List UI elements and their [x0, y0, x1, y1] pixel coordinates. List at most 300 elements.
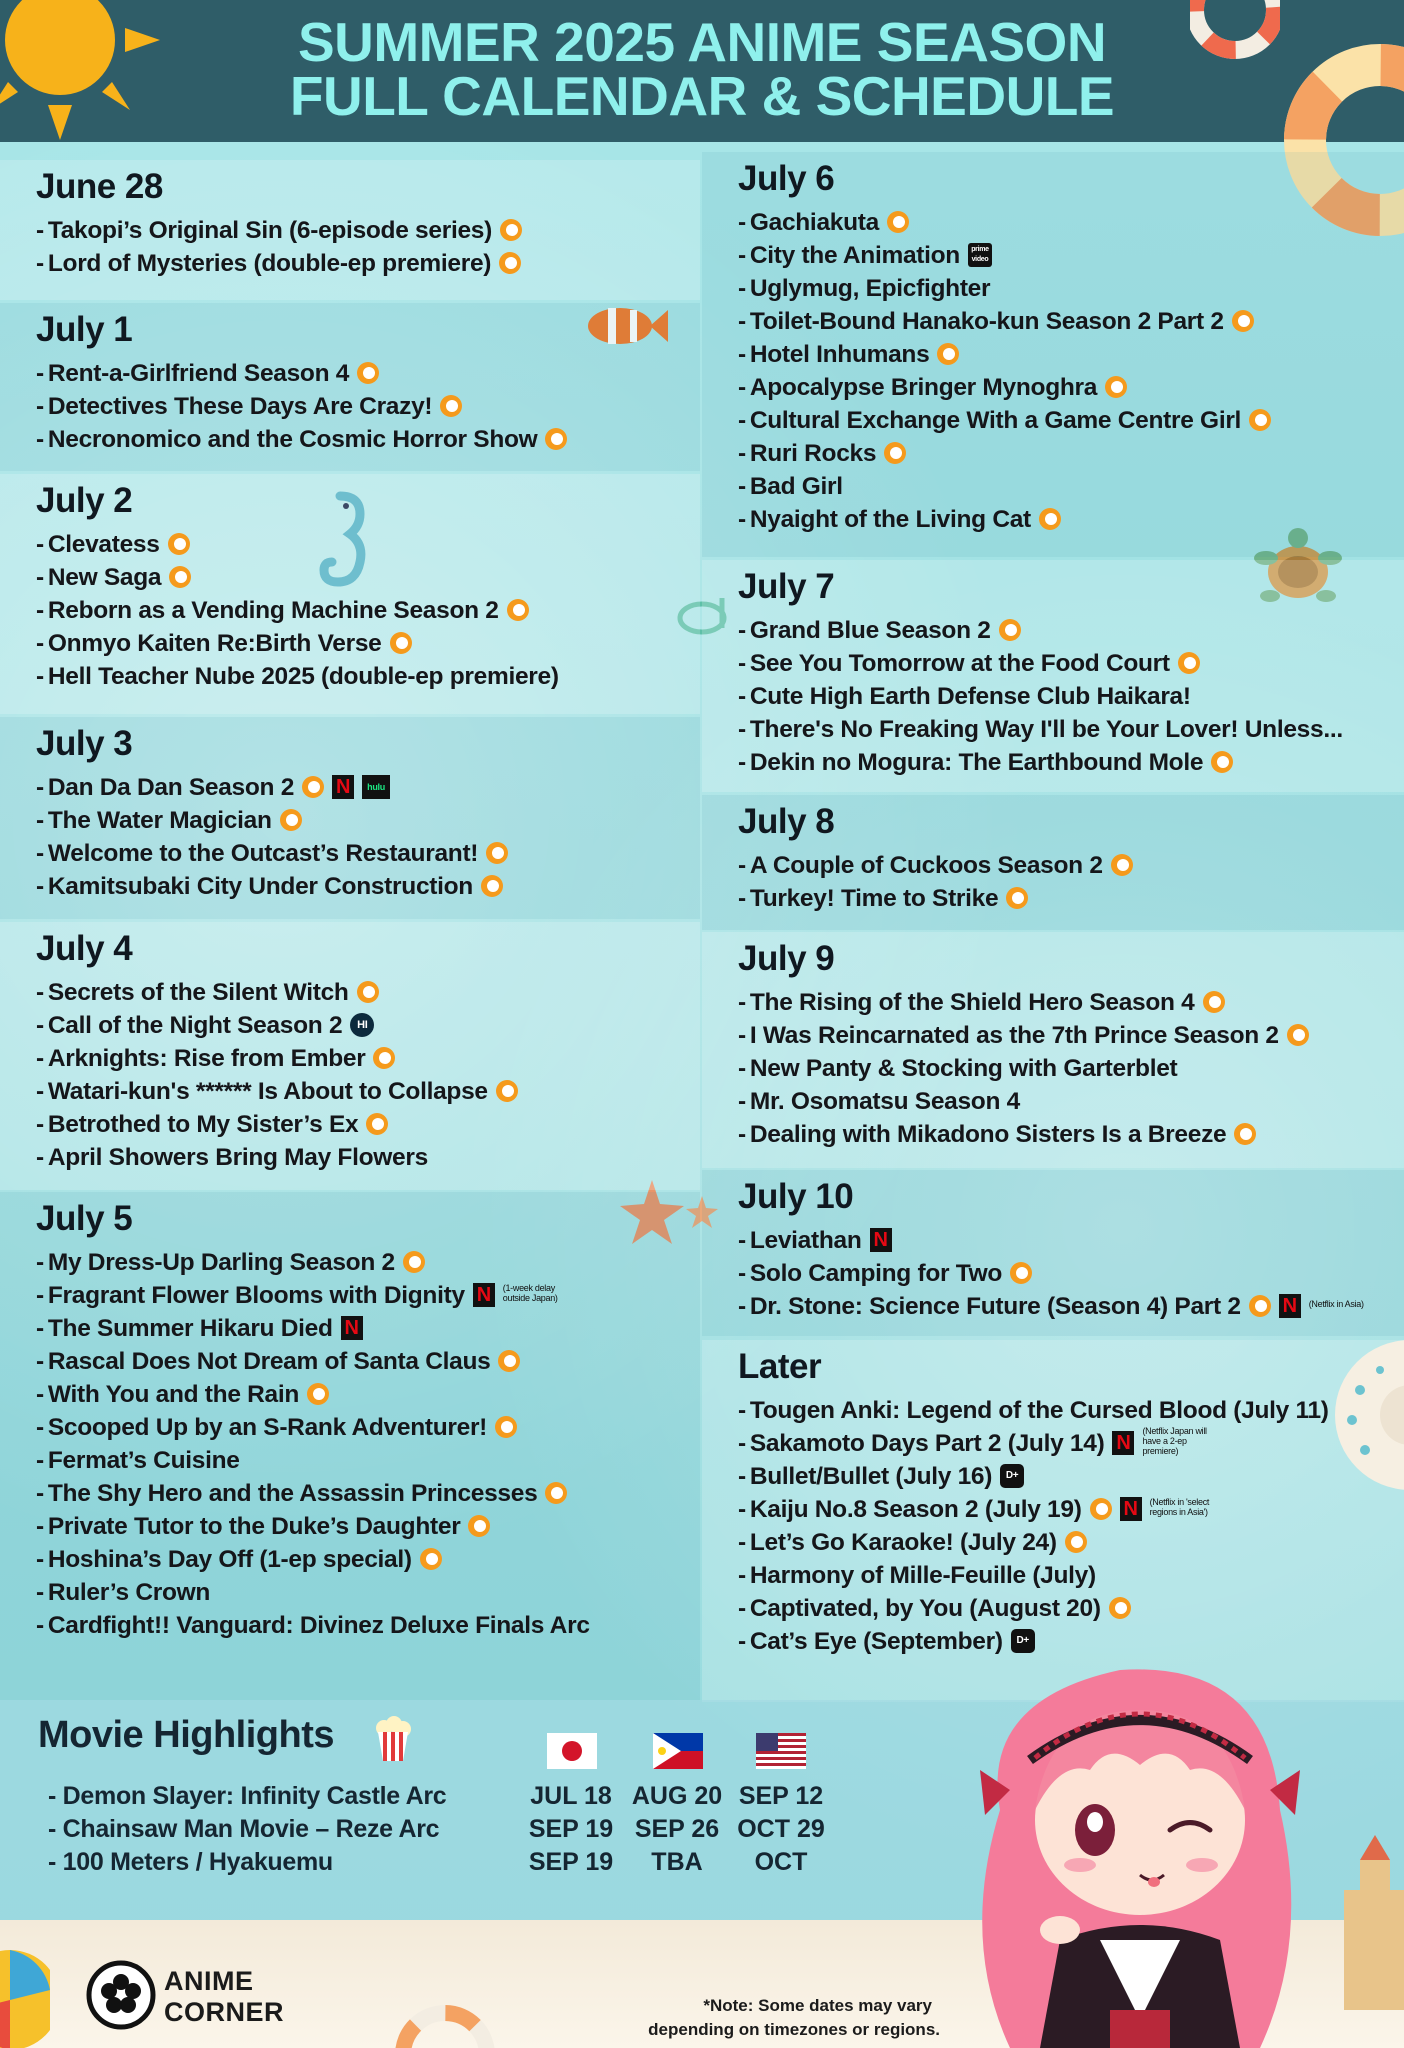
anime-title: Captivated, by You (August 20) — [749, 1595, 1101, 1622]
crunchyroll-icon — [495, 1416, 517, 1438]
date-section — [702, 152, 1404, 557]
anime-title: Leviathan — [749, 1227, 862, 1254]
bullet-dash: - — [738, 1496, 746, 1523]
anime-item — [738, 647, 1404, 680]
bullet-dash: - — [738, 617, 746, 644]
anime-item — [36, 837, 700, 870]
anime-item — [36, 1042, 700, 1075]
bullet-dash: - — [738, 650, 746, 677]
date-heading: July 2 — [36, 481, 133, 520]
japan-flag-icon — [547, 1733, 597, 1769]
crunchyroll-icon — [507, 599, 529, 621]
movie-item: - Demon Slayer: Infinity Castle Arc — [48, 1782, 447, 1810]
bullet-dash: - — [738, 1055, 746, 1082]
anime-title: Ruler’s Crown — [47, 1579, 211, 1606]
anime-title: Kaiju No.8 Season 2 (July 19) — [749, 1496, 1082, 1523]
anime-item — [738, 986, 1404, 1019]
anime-item — [36, 247, 700, 280]
crunchyroll-icon — [390, 632, 412, 654]
anime-title: Toilet-Bound Hanako-kun Season 2 Part 2 — [749, 308, 1224, 335]
crunchyroll-icon — [366, 1113, 388, 1135]
anime-title: Private Tutor to the Duke’s Daughter — [47, 1513, 461, 1540]
anime-list — [36, 357, 700, 456]
bullet-dash: - — [36, 1381, 44, 1408]
crunchyroll-icon — [545, 428, 567, 450]
anime-title: My Dress-Up Darling Season 2 — [47, 1249, 395, 1276]
anime-title: Necronomico and the Cosmic Horror Show — [47, 426, 538, 453]
anime-list — [36, 1246, 700, 1642]
anime-item — [738, 882, 1404, 915]
usa-flag-icon — [756, 1733, 806, 1769]
date-heading: July 4 — [36, 929, 133, 968]
anime-item — [36, 1411, 700, 1444]
anime-title: Reborn as a Vending Machine Season 2 — [47, 597, 499, 624]
anime-list — [738, 849, 1404, 915]
bullet-dash: - — [36, 774, 44, 801]
anime-title: Uglymug, Epicfighter — [749, 275, 991, 302]
bullet-dash: - — [36, 1111, 44, 1138]
anime-item — [36, 771, 700, 804]
anime-title: Welcome to the Outcast’s Restaurant! — [47, 840, 479, 867]
lifebuoy-small-icon — [1190, 0, 1280, 60]
anime-list — [738, 1394, 1404, 1658]
bullet-dash: - — [36, 873, 44, 900]
crunchyroll-icon — [486, 842, 508, 864]
anime-item — [36, 1378, 700, 1411]
bullet-dash: - — [36, 1513, 44, 1540]
anime-title: Call of the Night Season 2 — [47, 1012, 343, 1039]
streaming-note: (Netflix in 'select regions in Asia') — [1149, 1496, 1210, 1517]
hidive-icon: HI — [350, 1013, 374, 1037]
bullet-dash: - — [738, 407, 746, 434]
bullet-dash: - — [738, 1260, 746, 1287]
bullet-dash: - — [36, 1144, 44, 1171]
timezone-note: *Note: Some dates may vary depending on timezones or regions. — [648, 1996, 940, 2039]
bullet-dash: - — [36, 840, 44, 867]
anime-item — [738, 746, 1404, 779]
bullet-dash: - — [738, 209, 746, 236]
bullet-dash: - — [738, 1529, 746, 1556]
bullet-dash: - — [738, 341, 746, 368]
crunchyroll-icon — [1203, 991, 1225, 1013]
crunchyroll-icon — [481, 875, 503, 897]
crunchyroll-icon — [887, 211, 909, 233]
anime-title: Hell Teacher Nube 2025 (double-ep premiere) — [47, 663, 559, 690]
anime-title: Nyaight of the Living Cat — [749, 506, 1031, 533]
date-heading: July 7 — [738, 567, 835, 606]
bullet-dash: - — [36, 1546, 44, 1573]
anime-title: Cardfight!! Vanguard: Divinez Deluxe Finals Arc — [47, 1612, 590, 1639]
bullet-dash: - — [738, 885, 746, 912]
bullet-dash: - — [738, 1022, 746, 1049]
anime-item — [738, 206, 1404, 239]
page-title-line1: SUMMER 2025 ANIME SEASON — [297, 11, 1107, 73]
bullet-dash: - — [36, 1414, 44, 1441]
anime-title: There's No Freaking Way I'll be Your Lover! Unless... — [749, 716, 1343, 743]
date-section — [0, 1192, 700, 1700]
anime-item — [36, 1246, 700, 1279]
hulu-icon: hulu — [362, 775, 390, 799]
date-section — [702, 932, 1404, 1168]
anime-item — [738, 1592, 1404, 1625]
crunchyroll-icon — [500, 219, 522, 241]
anime-list — [36, 528, 700, 693]
anime-item — [36, 423, 700, 456]
bullet-dash: - — [738, 275, 746, 302]
bullet-dash: - — [36, 217, 44, 244]
netflix-icon: N — [341, 1316, 363, 1340]
bullet-dash: - — [738, 1293, 746, 1320]
anime-item — [738, 1290, 1404, 1323]
anime-item — [36, 660, 700, 693]
anime-item — [36, 390, 700, 423]
crunchyroll-icon — [1178, 652, 1200, 674]
anime-title: With You and the Rain — [47, 1381, 300, 1408]
date-section — [0, 303, 700, 471]
anime-title: Betrothed to My Sister’s Ex — [47, 1111, 359, 1138]
movie-item: - Chainsaw Man Movie – Reze Arc — [48, 1815, 440, 1843]
anime-title: Rent-a-Girlfriend Season 4 — [47, 360, 350, 387]
date-section — [0, 160, 700, 300]
usa-dates: SEP 12 OCT 29 OCT — [737, 1782, 825, 1876]
anime-title: Takopi’s Original Sin (6-episode series) — [47, 217, 492, 244]
bullet-dash: - — [36, 807, 44, 834]
anime-item — [36, 214, 700, 247]
anime-list — [36, 214, 700, 280]
japan-dates: JUL 18 SEP 19 SEP 19 — [528, 1782, 614, 1876]
anime-title: Hotel Inhumans — [749, 341, 930, 368]
disney-plus-icon: D+ — [1011, 1629, 1035, 1653]
bullet-dash: - — [738, 989, 746, 1016]
anime-item — [738, 849, 1404, 882]
crunchyroll-icon — [1090, 1498, 1112, 1520]
crunchyroll-icon — [999, 619, 1021, 641]
bullet-dash: - — [36, 426, 44, 453]
anime-list — [738, 986, 1404, 1151]
anime-item — [738, 305, 1404, 338]
philippines-dates: AUG 20 SEP 26 TBA — [631, 1782, 723, 1876]
anime-item — [36, 627, 700, 660]
bullet-dash: - — [738, 683, 746, 710]
sun-icon — [0, 0, 160, 140]
anime-title: Dr. Stone: Science Future (Season 4) Part 2 — [749, 1293, 1241, 1320]
anime-item — [738, 1019, 1404, 1052]
anime-item — [36, 804, 700, 837]
anime-title: Scooped Up by an S-Rank Adventurer! — [47, 1414, 488, 1441]
anime-item — [738, 680, 1404, 713]
date-section — [0, 717, 700, 919]
anime-title: Gachiakuta — [749, 209, 879, 236]
anime-item — [738, 1085, 1404, 1118]
anime-item — [738, 1118, 1404, 1151]
anime-item — [738, 1394, 1404, 1427]
date-heading: July 5 — [36, 1199, 133, 1238]
netflix-icon: N — [1279, 1294, 1301, 1318]
bullet-dash: - — [738, 1595, 746, 1622]
prime-video-icon: prime video — [968, 243, 992, 267]
anime-title: Grand Blue Season 2 — [749, 617, 991, 644]
anime-item — [36, 1312, 700, 1345]
bullet-dash: - — [36, 663, 44, 690]
crunchyroll-icon — [498, 1350, 520, 1372]
crunchyroll-icon — [168, 533, 190, 555]
anime-item — [36, 1279, 700, 1312]
anime-title: Lord of Mysteries (double-ep premiere) — [47, 250, 492, 277]
crunchyroll-icon — [403, 1251, 425, 1273]
bullet-dash: - — [36, 597, 44, 624]
movie-item: - 100 Meters / Hyakuemu — [48, 1848, 333, 1876]
anime-item — [738, 1052, 1404, 1085]
crunchyroll-icon — [1109, 1597, 1131, 1619]
anime-item — [36, 1510, 700, 1543]
bullet-dash: - — [738, 242, 746, 269]
streaming-note: (Netflix in Asia) — [1308, 1298, 1364, 1309]
anime-title: The Summer Hikaru Died — [47, 1315, 333, 1342]
anime-item — [36, 1477, 700, 1510]
crunchyroll-icon — [545, 1482, 567, 1504]
anime-title: Arknights: Rise from Ember — [47, 1045, 366, 1072]
anime-title: New Saga — [47, 564, 162, 591]
anime-item — [738, 338, 1404, 371]
crunchyroll-icon — [1232, 310, 1254, 332]
netflix-icon: N — [870, 1228, 892, 1252]
netflix-icon: N — [332, 775, 354, 799]
anime-title: A Couple of Cuckoos Season 2 — [749, 852, 1103, 879]
crunchyroll-icon — [937, 343, 959, 365]
anime-title: New Panty & Stocking with Garterblet — [749, 1055, 1178, 1082]
bullet-dash: - — [36, 1249, 44, 1276]
anime-title: Dealing with Mikadono Sisters Is a Breeze — [749, 1121, 1227, 1148]
crunchyroll-icon — [307, 1383, 329, 1405]
anime-item — [36, 976, 700, 1009]
date-section — [0, 474, 700, 714]
crunchyroll-icon — [169, 566, 191, 588]
anime-item — [36, 1075, 700, 1108]
anime-title: The Shy Hero and the Assassin Princesses — [47, 1480, 538, 1507]
bullet-dash: - — [738, 1088, 746, 1115]
date-heading: Later — [738, 1347, 822, 1386]
anime-item — [738, 503, 1404, 536]
anime-title: I Was Reincarnated as the 7th Prince Season 2 — [749, 1022, 1279, 1049]
brand-name: ANIME CORNER — [164, 1966, 285, 2027]
anime-title: Sakamoto Days Part 2 (July 14) — [749, 1430, 1105, 1457]
bullet-dash: - — [738, 473, 746, 500]
bullet-dash: - — [738, 1463, 746, 1490]
anime-item — [738, 1559, 1404, 1592]
crunchyroll-icon — [499, 252, 521, 274]
date-heading: June 28 — [36, 167, 163, 206]
anime-title: The Rising of the Shield Hero Season 4 — [749, 989, 1195, 1016]
bullet-dash: - — [738, 374, 746, 401]
anime-item — [36, 1444, 700, 1477]
anime-title: Dekin no Mogura: The Earthbound Mole — [749, 749, 1204, 776]
anime-title: April Showers Bring May Flowers — [47, 1144, 428, 1171]
crunchyroll-icon — [1249, 1295, 1271, 1317]
anime-title: Clevatess — [47, 531, 160, 558]
movie-list — [48, 1780, 446, 1879]
netflix-icon: N — [1120, 1497, 1142, 1521]
anime-item — [36, 594, 700, 627]
date-heading: July 3 — [36, 724, 133, 763]
bullet-dash: - — [738, 1628, 746, 1655]
anime-item — [36, 561, 700, 594]
anime-title: Cat’s Eye (September) — [749, 1628, 1003, 1655]
anime-item — [36, 1576, 700, 1609]
anime-item — [36, 1609, 700, 1642]
anime-item — [738, 1257, 1404, 1290]
bullet-dash: - — [738, 1397, 746, 1424]
bullet-dash: - — [36, 1612, 44, 1639]
anime-item — [738, 713, 1404, 746]
date-section — [0, 922, 700, 1190]
anime-item — [738, 614, 1404, 647]
anime-title: Dan Da Dan Season 2 — [47, 774, 295, 801]
anime-item — [738, 470, 1404, 503]
anime-item — [738, 239, 1404, 272]
anime-title: Harmony of Mille-Feuille (July) — [749, 1562, 1096, 1589]
anime-title: Solo Camping for Two — [749, 1260, 1002, 1287]
bullet-dash: - — [36, 360, 44, 387]
anime-title: See You Tomorrow at the Food Court — [749, 650, 1170, 677]
bullet-dash: - — [36, 1447, 44, 1474]
bullet-dash: - — [36, 1579, 44, 1606]
bullet-dash: - — [36, 250, 44, 277]
date-heading: July 9 — [738, 939, 835, 978]
anime-item — [738, 1224, 1404, 1257]
crunchyroll-icon — [420, 1548, 442, 1570]
anime-item — [738, 437, 1404, 470]
anime-item — [36, 1009, 700, 1042]
anime-list — [738, 206, 1404, 536]
date-heading: July 8 — [738, 802, 835, 841]
anime-title: Watari-kun's ****** Is About to Collapse — [47, 1078, 488, 1105]
anime-title: Bad Girl — [749, 473, 843, 500]
crunchyroll-icon — [468, 1515, 490, 1537]
anime-item — [36, 357, 700, 390]
netflix-icon: N — [473, 1283, 495, 1307]
bullet-dash: - — [36, 1480, 44, 1507]
date-heading: July 6 — [738, 159, 835, 198]
crunchyroll-icon — [357, 981, 379, 1003]
crunchyroll-icon — [884, 442, 906, 464]
crunchyroll-icon — [1010, 1262, 1032, 1284]
bullet-dash: - — [36, 531, 44, 558]
anime-item — [738, 1427, 1404, 1460]
anime-item — [36, 1108, 700, 1141]
bullet-dash: - — [738, 440, 746, 467]
crunchyroll-icon — [280, 809, 302, 831]
date-section — [702, 795, 1404, 930]
anime-title: Secrets of the Silent Witch — [47, 979, 349, 1006]
crunchyroll-icon — [1039, 508, 1061, 530]
anime-item — [738, 1493, 1404, 1526]
anime-title: Fragrant Flower Blooms with Dignity — [47, 1282, 465, 1309]
bullet-dash: - — [738, 308, 746, 335]
bullet-dash: - — [738, 1562, 746, 1589]
anime-title: Cultural Exchange With a Game Centre Girl — [749, 407, 1242, 434]
bullet-dash: - — [36, 979, 44, 1006]
anime-title: Detectives These Days Are Crazy! — [47, 393, 433, 420]
anime-item — [36, 528, 700, 561]
anime-list — [36, 976, 700, 1174]
anime-title: Fermat’s Cuisine — [47, 1447, 240, 1474]
anime-title: Mr. Osomatsu Season 4 — [749, 1088, 1020, 1115]
bullet-dash: - — [36, 1045, 44, 1072]
crunchyroll-icon — [440, 395, 462, 417]
bullet-dash: - — [36, 393, 44, 420]
philippines-flag-icon — [653, 1733, 703, 1769]
anime-item — [738, 272, 1404, 305]
movie-highlights-title: Movie Highlights — [38, 1714, 334, 1756]
date-section — [702, 560, 1404, 792]
anime-title: Ruri Rocks — [749, 440, 877, 467]
bullet-dash: - — [36, 1315, 44, 1342]
bullet-dash: - — [738, 1430, 746, 1457]
crunchyroll-icon — [496, 1080, 518, 1102]
anime-title: Bullet/Bullet (July 16) — [749, 1463, 993, 1490]
netflix-icon: N — [1112, 1431, 1134, 1455]
bullet-dash: - — [36, 1348, 44, 1375]
anime-title: Rascal Does Not Dream of Santa Claus — [47, 1348, 491, 1375]
anime-item — [36, 1543, 700, 1576]
anime-item — [36, 870, 700, 903]
crunchyroll-icon — [1249, 409, 1271, 431]
anime-corner-logo-icon — [86, 1960, 156, 2030]
crunchyroll-icon — [302, 776, 324, 798]
anime-title: Apocalypse Bringer Mynoghra — [749, 374, 1098, 401]
beach-ball-left-icon — [0, 1930, 50, 2048]
anime-title: Let’s Go Karaoke! (July 24) — [749, 1529, 1057, 1556]
popcorn-icon — [372, 1716, 414, 1762]
crunchyroll-icon — [1006, 887, 1028, 909]
disney-plus-icon: D+ — [1000, 1464, 1024, 1488]
anime-item — [36, 1141, 700, 1174]
crunchyroll-icon — [373, 1047, 395, 1069]
date-heading: July 1 — [36, 310, 133, 349]
anime-title: Hoshina’s Day Off (1-ep special) — [47, 1546, 412, 1573]
anime-title: The Water Magician — [47, 807, 272, 834]
crunchyroll-icon — [1234, 1123, 1256, 1145]
bullet-dash: - — [738, 1121, 746, 1148]
anime-title: City the Animation — [749, 242, 960, 269]
bullet-dash: - — [738, 716, 746, 743]
anime-item — [738, 371, 1404, 404]
bullet-dash: - — [738, 506, 746, 533]
anime-item — [738, 1460, 1404, 1493]
crunchyroll-icon — [1287, 1024, 1309, 1046]
bullet-dash: - — [738, 852, 746, 879]
float-ring-icon — [390, 2000, 500, 2048]
anime-list — [36, 771, 700, 903]
streaming-note: (1-week delay outside Japan) — [502, 1282, 558, 1303]
chibi-character-illustration — [940, 1640, 1404, 2048]
anime-title: Onmyo Kaiten Re:Birth Verse — [47, 630, 382, 657]
anime-list — [738, 614, 1404, 779]
anime-item — [36, 1345, 700, 1378]
anime-title: Tougen Anki: Legend of the Cursed Blood (July 11) — [749, 1397, 1329, 1424]
crunchyroll-icon — [1105, 376, 1127, 398]
page-title-line2: FULL CALENDAR & SCHEDULE — [289, 65, 1115, 127]
bullet-dash: - — [36, 630, 44, 657]
bullet-dash: - — [36, 1012, 44, 1039]
anime-title: Kamitsubaki City Under Construction — [47, 873, 473, 900]
anime-list — [738, 1224, 1404, 1323]
crunchyroll-icon — [1065, 1531, 1087, 1553]
date-section — [702, 1170, 1404, 1336]
bullet-dash: - — [738, 1227, 746, 1254]
anime-title: Cute High Earth Defense Club Haikara! — [749, 683, 1191, 710]
anime-item — [738, 404, 1404, 437]
